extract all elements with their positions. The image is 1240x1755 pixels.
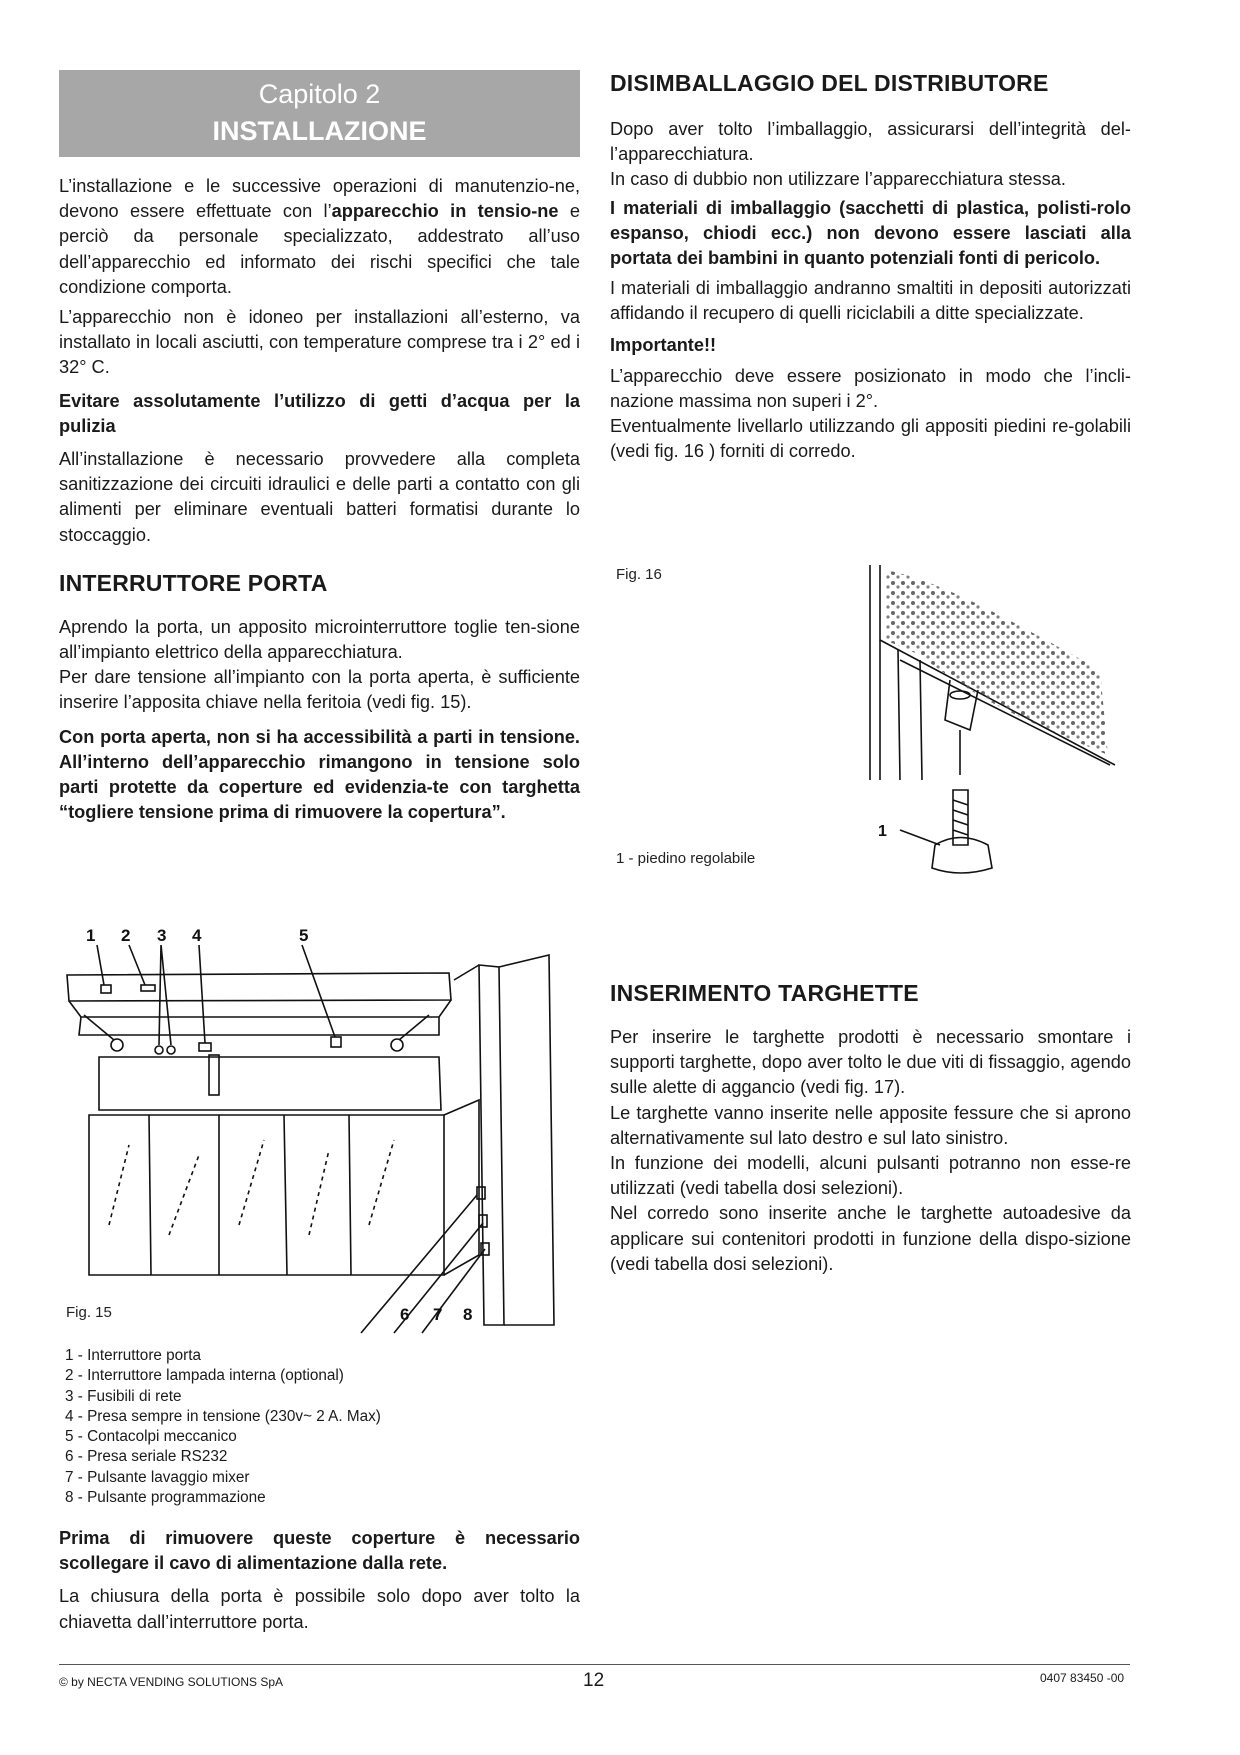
fig15-label-4: 4 <box>192 926 202 945</box>
water-warning: Evitare assolutamente l’utilizzo di getti d’acqua per la pulizia <box>59 390 580 436</box>
packaging-warning: I materiali di imballaggio (sacchetti di plastica, polisti-rolo espanso, chiodi ecc.) non devono essere lasciati alla portata dei bambini in quanto potenziali fonti di pericolo. <box>610 197 1131 269</box>
fig15-label-1: 1 <box>86 926 96 945</box>
fig15-label-5: 5 <box>299 926 309 945</box>
legend-item: 2 - Interruttore lampada interna (optional) <box>65 1367 344 1385</box>
remove-cover-warning: Prima di rimuovere queste coperture è necessario scollegare il cavo di alimentazione dalla rete. <box>59 1528 580 1574</box>
sanitize-paragraph: All’installazione è necessario provvedere alla completa sanitizzazione dei circuiti idraulici e delle parti a contatto con gli alimenti per eliminare eventuali batteri formatisi durante lo stoccaggio. <box>59 449 580 545</box>
labels-p2: Le targhette vanno inserite nelle apposite fessure che si aprono alternativamente sul lato destro e sul lato sinistro. <box>610 1102 1131 1148</box>
fig16-drawing <box>860 560 1120 890</box>
fig15-bottom-labels <box>395 1300 495 1326</box>
legend-item: 8 - Pulsante programmazione <box>65 1489 266 1507</box>
document-code: 0407 83450 -00 <box>1040 1671 1125 1685</box>
fig15-label-2: 2 <box>121 926 131 945</box>
outdoor-paragraph: L’apparecchio non è idoneo per installazioni all’esterno, va installato in locali asciutti, con temperature comprese tra i 2° ed i 32° C. <box>59 307 580 378</box>
legend-item: 7 - Pulsante lavaggio mixer <box>65 1468 250 1486</box>
fig15-label-7: 7 <box>433 1305 443 1324</box>
unpacking-p4: L’apparecchio deve essere posizionato in modo che l’incli-nazione massima non superi i 2°. <box>610 365 1131 412</box>
legend-item: 1 - Interruttore porta <box>65 1347 202 1364</box>
legend-item: 5 - Contacolpi meccanico <box>65 1428 237 1446</box>
labels-p1: Per inserire le targhette prodotti è necessario smontare i supporti targhette, dopo aver tolto le due viti di fissaggio, agendo sulle alette di aggancio (vedi fig. 17). <box>610 1027 1131 1098</box>
footer-divider <box>59 1664 1130 1665</box>
unpacking-p5: Eventualmente livellarlo utilizzando gli appositi piedini re-golabili (vedi fig. 16 ) forniti di corredo. <box>610 416 1131 462</box>
labels-p4: Nel corredo sono inserite anche le targhette autoadesive da applicare sui contenitori prodotti in funzione della dispo-sizione (vedi tabella dosi selezioni). <box>610 1203 1131 1274</box>
fig15-legend <box>65 1346 381 1508</box>
fig15-label-6: 6 <box>400 1305 410 1324</box>
intro-paragraph: L’installazione e le successive operazioni di manutenzio-ne, devono essere effettuate con l’apparecchio in tensio-ne e perciò da personale specializzato, addestrato all’uso dell’apparecchio ed informato dei rischi specifici che tale condizione comporta. <box>59 176 580 297</box>
bottom-left-block <box>59 1526 580 1640</box>
chapter-number: Capitolo 2 <box>258 79 381 109</box>
fig15-caption: Fig. 15 <box>66 1304 112 1321</box>
fig15-drawing <box>59 925 599 1335</box>
door-closing-paragraph: La chiusura della porta è possibile solo dopo aver tolto la chiavetta dall’interruttore porta. <box>59 1586 580 1632</box>
right-column <box>610 70 1131 470</box>
fig16-caption: Fig. 16 <box>616 566 662 583</box>
chapter-title: INSTALLAZIONE <box>212 116 427 146</box>
legend-item: 6 - Presa seriale RS232 <box>65 1448 228 1466</box>
legend-item: 4 - Presa sempre in tensione (230v~ 2 A. Max) <box>65 1407 381 1425</box>
door-switch-p1: Aprendo la porta, un apposito microinterruttore toglie ten-sione all’impianto elettrico della apparecchiatura. <box>59 616 580 663</box>
unpacking-p3: I materiali di imballaggio andranno smaltiti in depositi autorizzati affidando il recupero di quelli riciclabili a ditte specializzate. <box>610 278 1131 324</box>
fig15-label-8: 8 <box>463 1305 473 1324</box>
fig16-label-1: 1 <box>878 823 887 840</box>
door-switch-p2: Per dare tensione all’impianto con la porta aperta, è sufficiente inserire l’apposita chiave nella feritoia (vedi fig. 15). <box>59 667 580 713</box>
unpacking-p2: In caso di dubbio non utilizzare l’apparecchiatura stessa. <box>610 169 1066 190</box>
fig15-label-3: 3 <box>157 926 167 945</box>
labels-heading: INSERIMENTO TARGHETTE <box>610 980 919 1006</box>
fig16-legend: 1 - piedino regolabile <box>616 850 756 867</box>
labels-section <box>610 980 1131 1282</box>
chapter-header <box>59 70 580 157</box>
unpacking-heading: DISIMBALLAGGIO DEL DISTRIBUTORE <box>610 70 1049 96</box>
important-label: Importante!! <box>610 334 717 355</box>
page-number: 12 <box>583 1670 605 1691</box>
labels-p3: In funzione dei modelli, alcuni pulsanti potranno non esse-re utilizzati (vedi tabella dosi selezioni). <box>610 1153 1131 1199</box>
door-switch-heading: INTERRUTTORE PORTA <box>59 569 328 596</box>
unpacking-p1: Dopo aver tolto l’imballaggio, assicurarsi dell’integrità del-l’apparecchiatura. <box>610 119 1131 165</box>
legend-item: 3 - Fusibili di rete <box>65 1387 182 1405</box>
door-switch-warning: Con porta aperta, non si ha accessibilità a parti in tensione. All’interno dell’apparecchio rimangono in tensione solo parti protette da coperture ed evidenzia-te con targhetta “togliere tensione prima di rimuovere la copertura”. <box>59 726 580 823</box>
footer-copyright: © by NECTA VENDING SOLUTIONS SpA <box>59 1675 284 1689</box>
left-column <box>59 70 580 830</box>
